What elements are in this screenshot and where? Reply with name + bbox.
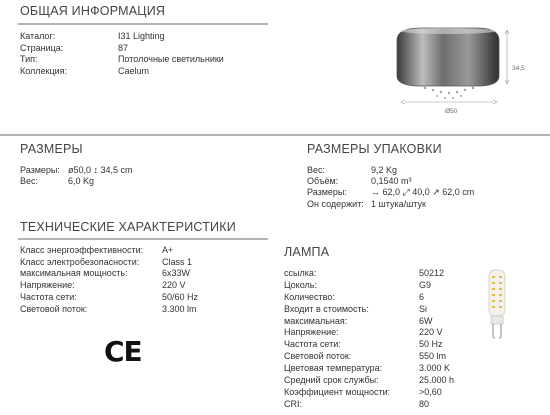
collection-label: Коллекция:: [20, 66, 68, 76]
general-title: ОБЩАЯ ИНФОРМАЦИЯ: [20, 4, 166, 18]
size-value: ø50,0 ↕ 34,5 cm: [68, 165, 133, 175]
lamp-reference-label: ссылка:: [284, 268, 317, 278]
lamp-quantity-value: 6: [419, 292, 425, 302]
type-value: Потолочные светильники: [118, 54, 224, 64]
catalog-value: I31 Lighting: [118, 31, 165, 41]
lamp-luminous-flux-value: 550 lm: [419, 351, 447, 361]
weight-value: 6,0 Kg: [68, 176, 95, 186]
energy-class-label: Класс энергоэффективности:: [20, 245, 144, 255]
lamp-voltage-label: Напряжение:: [284, 327, 339, 337]
lamp-color-temp-label: Цветовая температура:: [284, 363, 383, 373]
page-label: Страница:: [20, 43, 64, 53]
technical-title: ТЕХНИЧЕСКИЕ ХАРАКТЕРИСТИКИ: [20, 220, 236, 234]
size-label: Размеры:: [20, 165, 60, 175]
lamp-title: ЛАМПА: [284, 245, 330, 259]
packaging-contains-label: Он содержит:: [307, 199, 364, 209]
luminous-flux-value: 3.300 lm: [162, 304, 197, 314]
lamp-cri-label: CRI:: [284, 399, 302, 409]
lamp-lifetime-value: 25.000 h: [419, 375, 455, 385]
weight-label: Вес:: [20, 176, 39, 186]
packaging-weight-value: 9,2 Kg: [371, 165, 398, 175]
lamp-voltage-value: 220 V: [419, 327, 443, 337]
lamp-max-power-label: максимальная:: [284, 316, 348, 326]
luminous-flux-label: Световой поток:: [20, 304, 88, 314]
lamp-included-label: Входит в стоимость:: [284, 304, 369, 314]
lamp-frequency-value: 50 Hz: [419, 339, 443, 349]
energy-class-value: A+: [162, 245, 174, 255]
packaging-volume-label: Объём:: [307, 176, 339, 186]
lamp-bulb-image: [482, 268, 512, 340]
crystal-pendants: [424, 87, 474, 99]
voltage-label: Напряжение:: [20, 280, 75, 290]
packaging-contains-value: 1 штука/штук: [371, 199, 426, 209]
packaging-volume-value: 0,1540 m³: [371, 176, 412, 186]
lamp-power-factor-value: >0,60: [419, 387, 442, 397]
frequency-label: Частота сети:: [20, 292, 77, 302]
type-label: Тип:: [20, 54, 38, 64]
lamp-socket-label: Цоколь:: [284, 280, 317, 290]
product-image: [385, 18, 535, 123]
section-divider: [0, 134, 550, 136]
voltage-value: 220 V: [162, 280, 186, 290]
lamp-shade: [397, 28, 499, 86]
lamp-socket-value: G9: [419, 280, 432, 290]
page-value: 87: [118, 43, 129, 53]
lamp-quantity-label: Количество:: [284, 292, 335, 302]
packaging-weight-label: Вес:: [307, 165, 326, 175]
packaging-size-label: Размеры:: [307, 187, 347, 197]
dimensions-title: РАЗМЕРЫ: [20, 142, 83, 156]
lamp-max-power-value: 6W: [419, 316, 433, 326]
max-power-value: 6x33W: [162, 268, 191, 278]
lamp-power-factor-label: Коэффициент мощности:: [284, 387, 391, 397]
packaging-title: РАЗМЕРЫ УПАКОВКИ: [307, 142, 442, 156]
lamp-lifetime-label: Средний срок службы:: [284, 375, 379, 385]
lamp-frequency-label: Частота сети:: [284, 339, 341, 349]
ce-mark-icon: CE: [104, 335, 142, 368]
height-label: 34,5: [512, 65, 525, 72]
lamp-color-temp-value: 3.000 K: [419, 363, 451, 373]
diameter-label: Ø50: [445, 108, 458, 115]
general-divider: [18, 23, 268, 25]
frequency-value: 50/60 Hz: [162, 292, 199, 302]
technical-divider: [18, 238, 268, 240]
lamp-cri-value: 80: [419, 399, 430, 409]
safety-class-label: Класс электробезопасности:: [20, 257, 140, 267]
lamp-reference-value: 50212: [419, 268, 445, 278]
collection-value: Caelum: [118, 66, 150, 76]
lamp-included-value: Si: [419, 304, 428, 314]
max-power-label: максимальная мощность:: [20, 268, 128, 278]
packaging-size-value: ↔ 62,0 ⤢ 40,0 ↗ 62,0 cm: [371, 187, 475, 197]
lamp-luminous-flux-label: Световой поток:: [284, 351, 352, 361]
catalog-label: Каталог:: [20, 31, 56, 41]
safety-class-value: Class 1: [162, 257, 193, 267]
